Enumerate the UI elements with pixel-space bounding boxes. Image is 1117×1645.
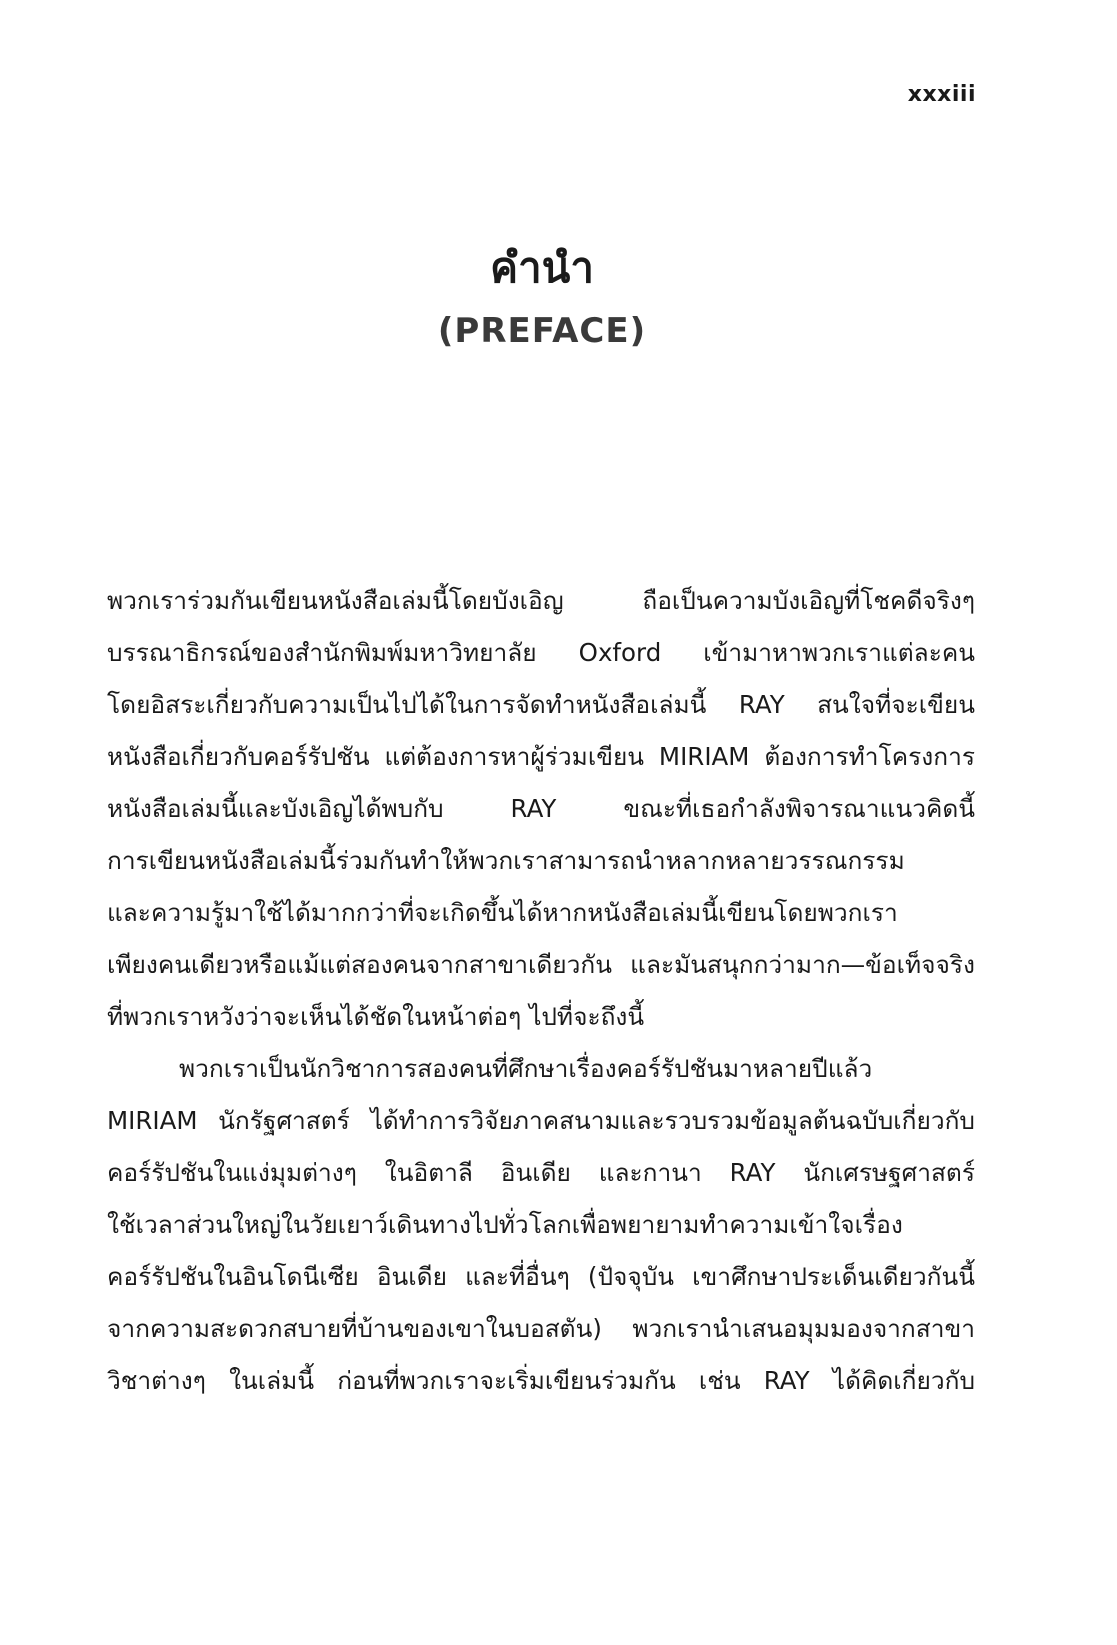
text-line: หนังสือเกี่ยวกับคอร์รัปชัน แต่ต้องการหาผู้ร่วมเขียน MIRIAM ต้องการทำโครงการ: [107, 742, 975, 771]
text-line: พวกเราเป็นนักวิชาการสองคนที่ศึกษาเรื่องคอร์รัปชันมาหลายปีแล้ว: [179, 1054, 873, 1083]
text-line: วิชาต่างๆ ในเล่มนี้ ก่อนที่พวกเราจะเริ่มเขียนร่วมกัน เช่น RAY ได้คิดเกี่ยวกับ: [107, 1366, 975, 1395]
page-number: xxxiii: [907, 82, 976, 107]
paragraph-1: [107, 578, 975, 1046]
text-line: คอร์รัปชันในอินโดนีเซีย อินเดีย และที่อื่นๆ (ปัจจุบัน เขาศึกษาประเด็นเดียวกันนี้: [107, 1262, 975, 1291]
text-line: โดยอิสระเกี่ยวกับความเป็นไปได้ในการจัดทำหนังสือเล่มนี้ RAY สนใจที่จะเขียน: [107, 690, 975, 719]
text-line: บรรณาธิกรณ์ของสำนักพิมพ์มหาวิทยาลัย Oxford เข้ามาหาพวกเราแต่ละคน: [107, 638, 975, 667]
chapter-subtitle: (PREFACE): [437, 311, 647, 351]
text-line: ใช้เวลาส่วนใหญ่ในวัยเยาว์เดินทางไปทั่วโลกเพื่อพยายามทำความเข้าใจเรื่อง: [107, 1210, 903, 1239]
text-line: จากความสะดวกสบายที่บ้านของเขาในบอสตัน) พวกเรานำเสนอมุมมองจากสาขา: [107, 1314, 975, 1343]
text-line: และความรู้มาใช้ได้มากกว่าที่จะเกิดขึ้นได้หากหนังสือเล่มนี้เขียนโดยพวกเรา: [107, 898, 898, 927]
text-line: เพียงคนเดียวหรือแม้แต่สองคนจากสาขาเดียวกัน และมันสนุกกว่ามาก—ข้อเท็จจริง: [107, 950, 975, 979]
text-line: ที่พวกเราหวังว่าจะเห็นได้ชัดในหน้าต่อๆ ไปที่จะถึงนี้: [107, 1002, 645, 1031]
chapter-title: คำนำ: [490, 243, 594, 292]
text-line: คอร์รัปชันในแง่มุมต่างๆ ในอิตาลี อินเดีย และกานา RAY นักเศรษฐศาสตร์: [107, 1158, 975, 1187]
body-text: [107, 578, 975, 1410]
text-line: MIRIAM นักรัฐศาสตร์ ได้ทำการวิจัยภาคสนามและรวบรวมข้อมูลต้นฉบับเกี่ยวกับ: [107, 1106, 975, 1135]
text-line: หนังสือเล่มนี้และบังเอิญได้พบกับ RAY ขณะที่เธอกำลังพิจารณาแนวคิดนี้: [107, 794, 975, 823]
paragraph-2: [107, 1046, 975, 1410]
text-line: การเขียนหนังสือเล่มนี้ร่วมกันทำให้พวกเราสามารถนำหลากหลายวรรณกรรม: [107, 846, 905, 875]
text-line: พวกเราร่วมกันเขียนหนังสือเล่มนี้โดยบังเอิญ ถือเป็นความบังเอิญที่โชคดีจริงๆ: [107, 586, 975, 615]
